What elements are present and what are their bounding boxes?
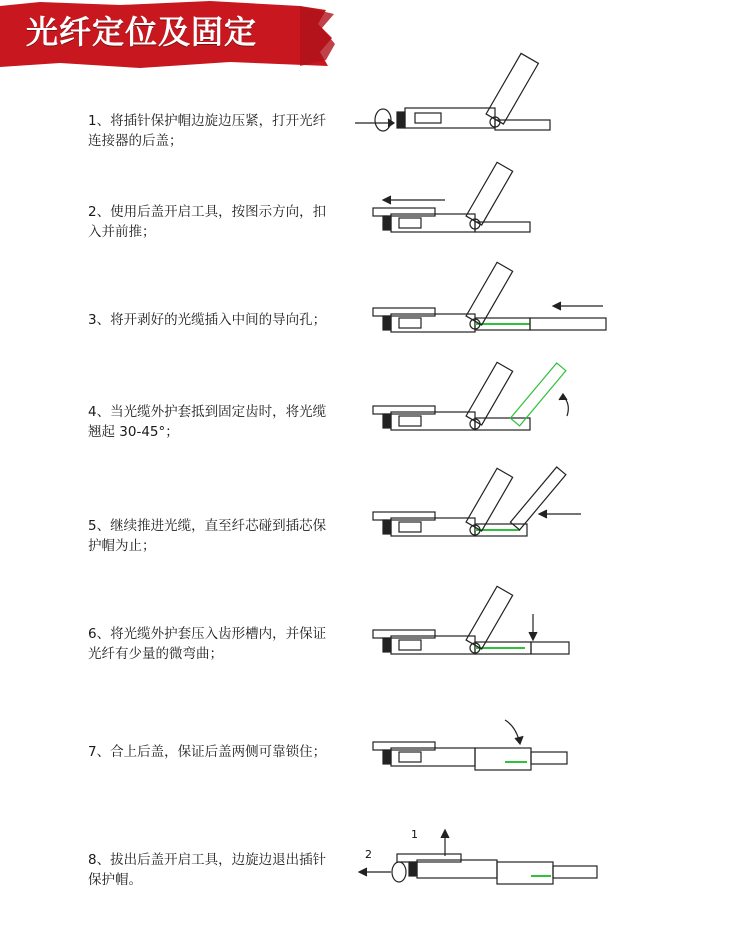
fiber-cable	[530, 318, 606, 330]
step-8	[0, 828, 750, 928]
step-5-connector-illustration	[355, 474, 615, 574]
step-6-text: 6、将光缆外护套压入齿形槽内，并保证光纤有少量的微弯曲；	[88, 626, 327, 662]
step-7-connector-illustration	[355, 712, 615, 812]
step-4-connector-illustration	[355, 368, 615, 468]
step-8-connector-illustration	[355, 828, 615, 928]
tilted-cable-green	[510, 363, 565, 426]
step-4	[0, 368, 750, 468]
step-5	[0, 474, 750, 574]
step-7	[0, 712, 750, 812]
open-back-cover	[486, 53, 538, 124]
page-title: 光纤定位及固定	[26, 13, 258, 51]
step-7-text: 7、合上后盖，保证后盖两侧可靠锁住；	[88, 744, 327, 760]
closed-back-cover	[475, 748, 531, 770]
close-arrow-icon	[505, 720, 519, 740]
header-banner	[0, 0, 335, 70]
step-2-connector-illustration	[355, 168, 615, 268]
step-3	[0, 268, 750, 368]
step-4-text: 4、当光缆外护套抵到固定齿时，将光缆翘起 30-45°；	[88, 404, 327, 440]
step-2-text: 2、使用后盖开启工具，按图示方向，扣入并前推；	[88, 204, 327, 240]
arrow-label-2: 2	[365, 848, 372, 861]
step-5-text: 5、继续推进光缆，直至纤芯碰到插芯保护帽为止；	[88, 518, 327, 554]
rotate-arrow-icon	[392, 862, 406, 882]
step-3-text: 3、将开剥好的光缆插入中间的导向孔；	[88, 312, 327, 328]
arrow-label-1: 1	[411, 828, 418, 841]
step-1	[0, 68, 750, 168]
step-6-connector-illustration	[355, 592, 615, 692]
step-2	[0, 168, 750, 268]
step-1-connector-illustration	[355, 68, 615, 168]
step-6	[0, 592, 750, 692]
step-1-text: 1、将插针保护帽边旋边压紧，打开光纤连接器的后盖；	[88, 113, 327, 149]
step-8-text: 8、拔出后盖开启工具，边旋边退出插针保护帽。	[88, 852, 327, 888]
step-3-connector-illustration	[355, 268, 615, 368]
